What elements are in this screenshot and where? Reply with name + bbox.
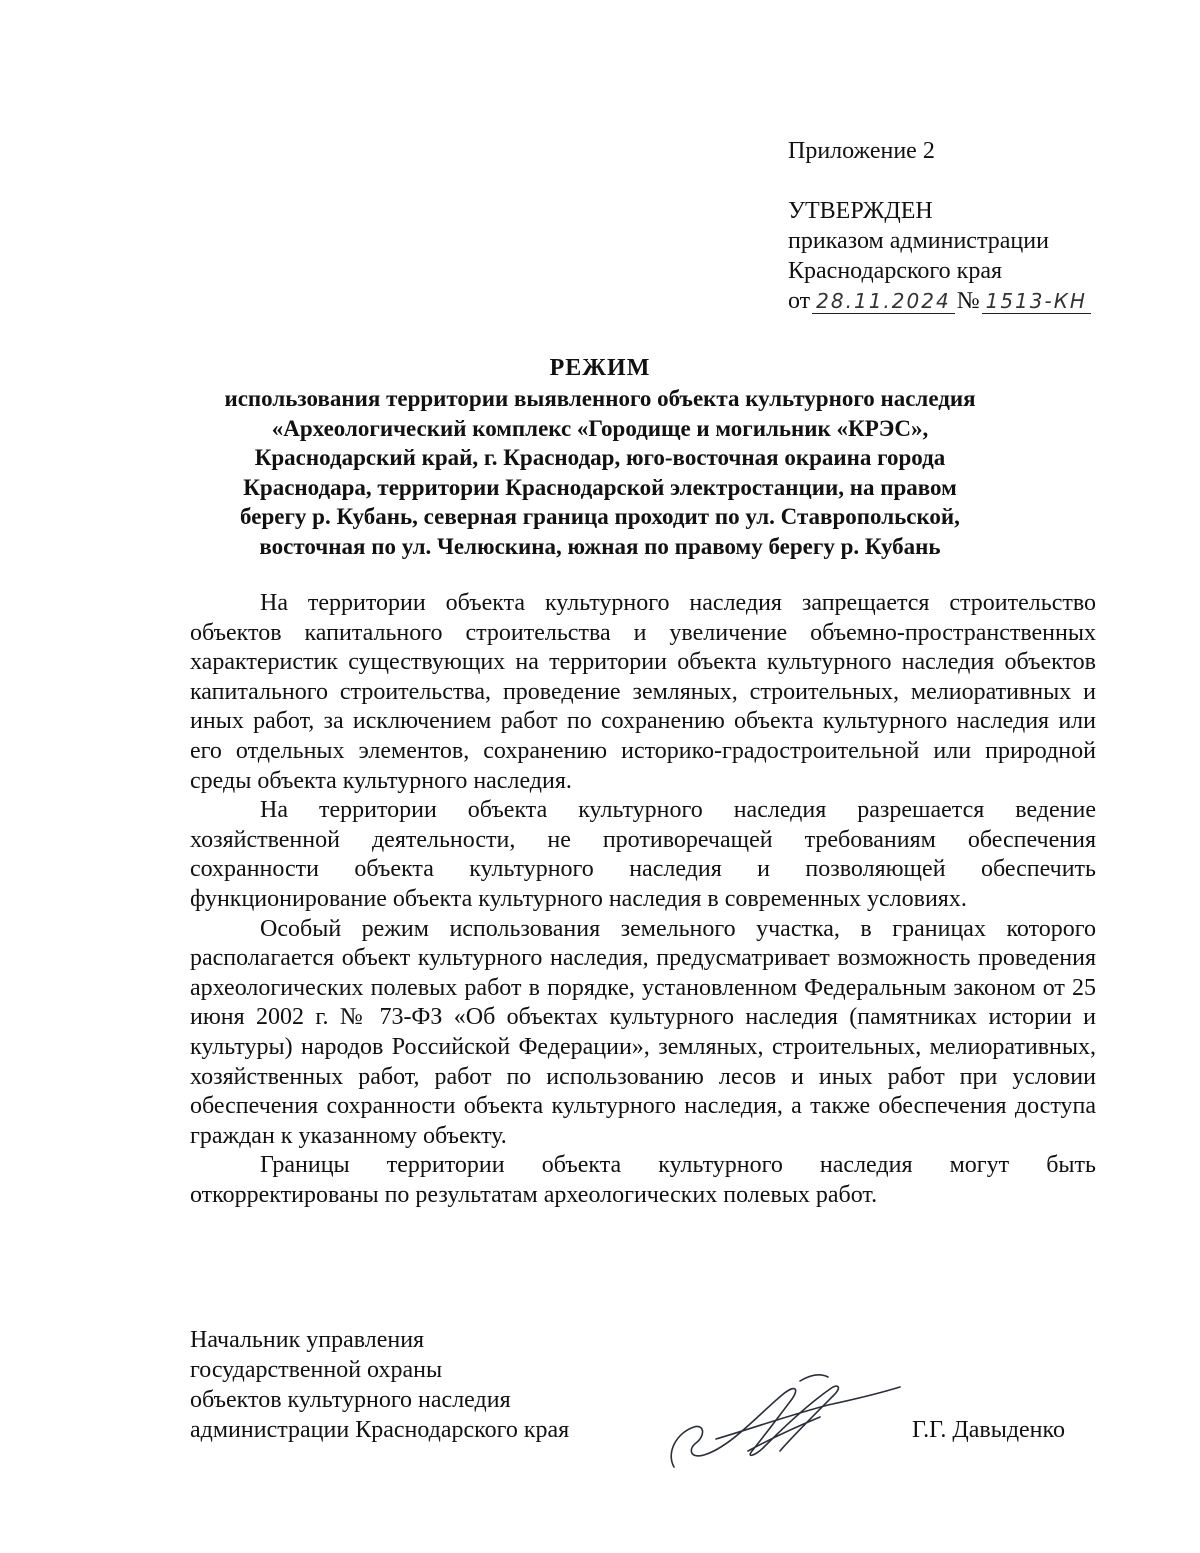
title-line: восточная по ул. Челюскина, южная по правому берегу р. Кубань — [259, 533, 941, 559]
appendix-label: Приложение 2 — [788, 138, 935, 164]
approval-line-1: приказом администрации — [788, 228, 1049, 254]
body-paragraph: Особый режим использования земельного участка, в границах которого располагается объект культурного наследия, предусматривает возможность проведения археологических полевых работ в порядке, установленном Федеральным законом от 25 июня 2002 г. № 73-ФЗ «Об объектах культурного наследия (памятниках истории и культуры) народов Российской Федерации», земляных, строительных, мелиоративных, хозяйственных работ, работ по использованию лесов и иных работ при условии обеспечения сохранности объекта культурного наследия, а также обеспечения доступа граждан к указанному объекту. — [190, 915, 1096, 1149]
signatory-position — [190, 1325, 569, 1445]
position-line: Начальник управления — [190, 1327, 425, 1353]
document-body — [190, 589, 1096, 1210]
body-paragraph: На территории объекта культурного наследия разрешается ведение хозяйственной деятельности, не противоречащей требованиям обеспечения сохранности объекта культурного наследия и позволяющей обеспечить функционирование объекта культурного наследия в современных условиях. — [190, 797, 1096, 912]
title-line: «Археологический комплекс «Городище и могильник «КРЭС», — [271, 415, 929, 441]
approved-label: УТВЕРЖДЕН — [788, 198, 933, 224]
date-prefix: от — [788, 288, 811, 314]
document-title — [150, 352, 1050, 561]
body-paragraph: Границы территории объекта культурного наследия могут быть откорректированы по результатам археологических полевых работ. — [190, 1152, 1096, 1208]
handwritten-date: 28.11.2024 — [812, 289, 955, 314]
position-line: объектов культурного наследия — [190, 1387, 511, 1413]
number-prefix: № — [956, 288, 980, 314]
spacer — [788, 166, 1093, 196]
signer-name: Г.Г. Давыденко — [912, 1417, 1065, 1443]
title-heading: РЕЖИМ — [549, 355, 651, 381]
title-line: берегу р. Кубань, северная граница проходит по ул. Ставропольской, — [240, 504, 960, 529]
title-line: использования территории выявленного объекта культурного наследия — [224, 386, 976, 411]
approval-block — [788, 136, 1093, 316]
position-line: государственной охраны — [190, 1357, 443, 1383]
approval-line-2: Краснодарского края — [788, 258, 1003, 284]
approval-date-line — [788, 286, 1093, 316]
handwritten-signature — [660, 1355, 920, 1475]
position-line: администрации Краснодарского края — [190, 1417, 570, 1443]
handwritten-number: 1513-КН — [982, 289, 1091, 314]
body-paragraph: На территории объекта культурного наследия запрещается строительство объектов капитального строительства и увеличение объемно-пространственных характеристик существующих на территории объекта культурного наследия объектов капитального строительства, проведение земляных, строительных, мелиоративных и иных работ, за исключением работ по сохранению объекта культурного наследия или его отдельных элементов, сохранению историко-градостроительной или природной среды объекта культурного наследия. — [190, 590, 1096, 794]
title-line: Краснодара, территории Краснодарской электростанции, на правом — [243, 474, 957, 500]
title-line: Краснодарский край, г. Краснодар, юго-восточная окраина города — [254, 445, 946, 470]
